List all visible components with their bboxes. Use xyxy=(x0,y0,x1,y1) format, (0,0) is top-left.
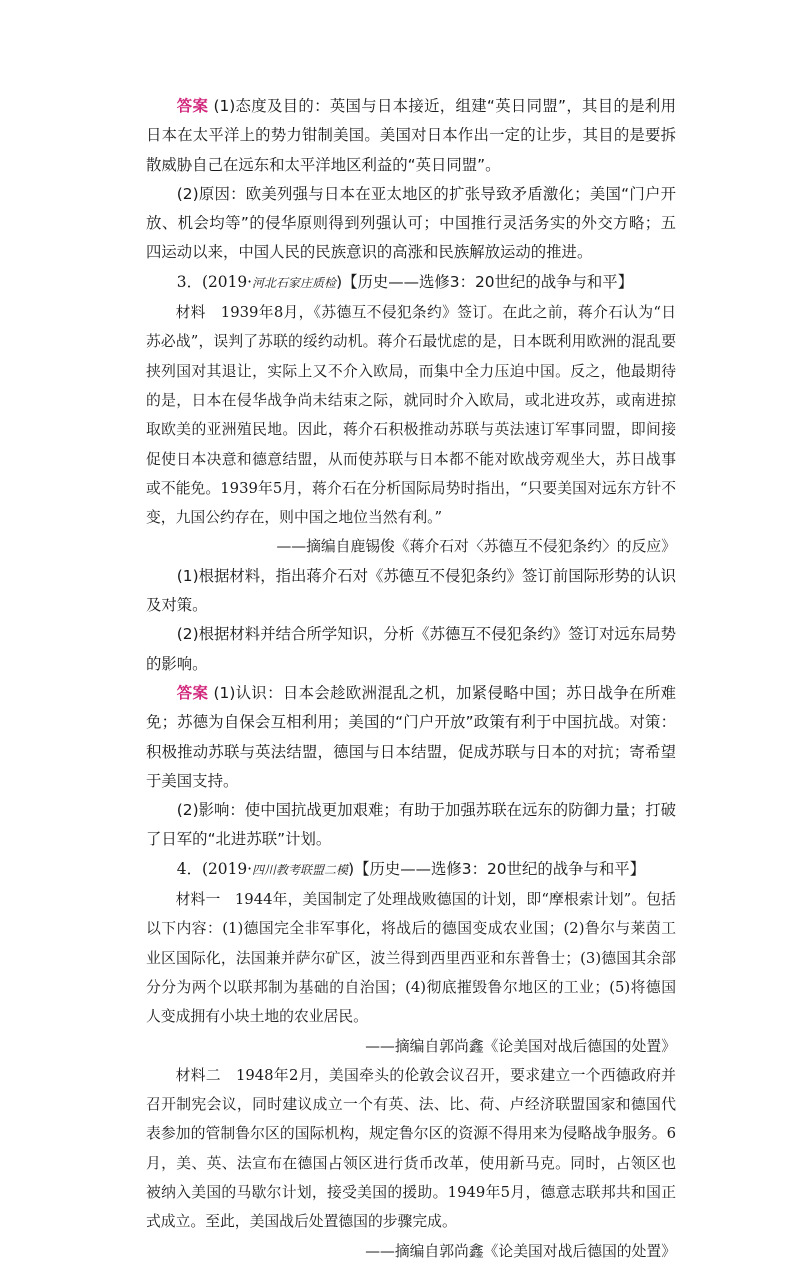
q3-material xyxy=(146,298,676,532)
q4-material-1-text: 1944年，美国制定了处理战败德国的计划，即“摩根索计划”。包括以下内容：(1)德国完全非军事化，将战后的德国变成农业国；(2)鲁尔与莱茵工业区国际化，法国兼并萨尔矿区，波兰得到西里西亚和东普鲁士；(3)德国其余部分分为两个以联邦制为基础的自治国；(4)彻底摧毁鲁尔地区的工业；(5)将德国人变成拥有小块土地的农业居民。 xyxy=(146,891,676,1026)
q4-material-1-label: 材料一 xyxy=(175,891,221,909)
q4-material-2-text: 1948年2月，美国牵头的伦敦会议召开，要求建立一个西德政府并召开制宪会议，同时建议成立一个有英、法、比、荷、卢经济联盟国家和德国代表参加的管制鲁尔区的国际机构，规定鲁尔区的资源不得用来为侵略战争服务。6月，美、英、法宣布在德国占领区进行货币改革，使用新马克。同时，占领区也被纳入美国的马歇尔计划，接受美国的援助。1949年5月，德意志联邦共和国正式成立。至此，美国战后处置德国的步骤完成。 xyxy=(146,1066,676,1231)
q4-material-2 xyxy=(146,1061,676,1237)
q3-topic: )【历史——选修3：20世纪的战争与和平】 xyxy=(336,272,634,291)
q4-topic: )【历史——选修3：20世纪的战争与和平】 xyxy=(348,859,646,878)
q3-question-2: (2)根据材料并结合所学知识，分析《苏德互不侵犯条约》签订对远东局势的影响。 xyxy=(146,625,676,673)
q4-number: 4．(2019· xyxy=(176,859,253,878)
q3-question-1: (1)根据材料，指出蒋介石对《苏德互不侵犯条约》签订前国际形势的认识及对策。 xyxy=(146,566,676,615)
q4-material-2-source: ——摘编自郭尚鑫《论美国对战后德国的处置》 xyxy=(365,1242,676,1260)
answer-label: 答案 xyxy=(176,683,209,702)
q3-source: 河北石家庄质检 xyxy=(252,275,337,290)
q2-answer-1 xyxy=(146,92,676,180)
q3-answer-1 xyxy=(146,679,676,796)
q4-source: 四川教考联盟二模 xyxy=(252,862,349,877)
page-content xyxy=(146,92,676,1266)
q3-material-text: 1939年8月，《苏德互不侵犯条约》签订。在此之前，蒋介石认为“日苏必战”，误判了苏联的绥约动机。蒋介石最忧虑的是，日本既利用欧洲的混乱要挟列国对其退让，实际上又不介入欧局，而集中全力压迫中国。反之，他最期待的是，日本在侵华战争尚未结束之际，就同时介入欧局，或北进攻苏，或南进掠取欧美的亚洲殖民地。因此，蒋介石积极推动苏联与英法速订军事同盟，即间接促使日本决意和德意结盟，从而使苏联与日本都不能对欧战旁观坐大，苏日战事或不能免。1939年5月，蒋介石在分析国际局势时指出，“只要美国对远东方针不变，九国公约存在，则中国之地位当然有利。” xyxy=(146,304,676,527)
q3-number: 3．(2019· xyxy=(176,272,253,291)
q4-heading xyxy=(146,855,676,885)
q2-answer-1-text: (1)态度及目的：英国与日本接近，组建“英日同盟”，其目的是利用日本在太平洋上的势力钳制美国。美国对日本作出一定的让步，其目的是要拆散威胁自己在远东和太平洋地区利益的“英日同盟”。 xyxy=(146,97,676,174)
q4-material-2-label: 材料二 xyxy=(175,1066,221,1084)
q4-material-1 xyxy=(146,885,676,1031)
q3-answer-2: (2)影响：使中国抗战更加艰难；有助于加强苏联在远东的防御力量；打破了日军的“北进苏联”计划。 xyxy=(146,801,676,849)
q3-material-label: 材料 xyxy=(175,304,206,322)
answer-label: 答案 xyxy=(176,97,209,115)
q4-material-1-source: ——摘编自郭尚鑫《论美国对战后德国的处置》 xyxy=(365,1037,676,1055)
q3-material-source: ——摘编自鹿锡俊《蒋介石对〈苏德互不侵犯条约〉的反应》 xyxy=(276,538,676,556)
q2-answer-2: (2)原因：欧美列强与日本在亚太地区的扩张导致矛盾激化；美国“门户开放、机会均等”的侵华原则得到列强认可；中国推行灵活务实的外交方略；五四运动以来，中国人民的民族意识的高涨和民族解放运动的推进。 xyxy=(146,184,676,262)
q3-answer-1-text: (1)认识：日本会趁欧洲混乱之机，加紧侵略中国；苏日战争在所难免；苏德为自保会互相利用；美国的“门户开放”政策有利于中国抗战。对策：积极推动苏联与英法结盟，德国与日本结盟，促成苏联与日本的对抗；寄希望于美国支持。 xyxy=(146,683,676,790)
q3-heading xyxy=(146,268,676,298)
